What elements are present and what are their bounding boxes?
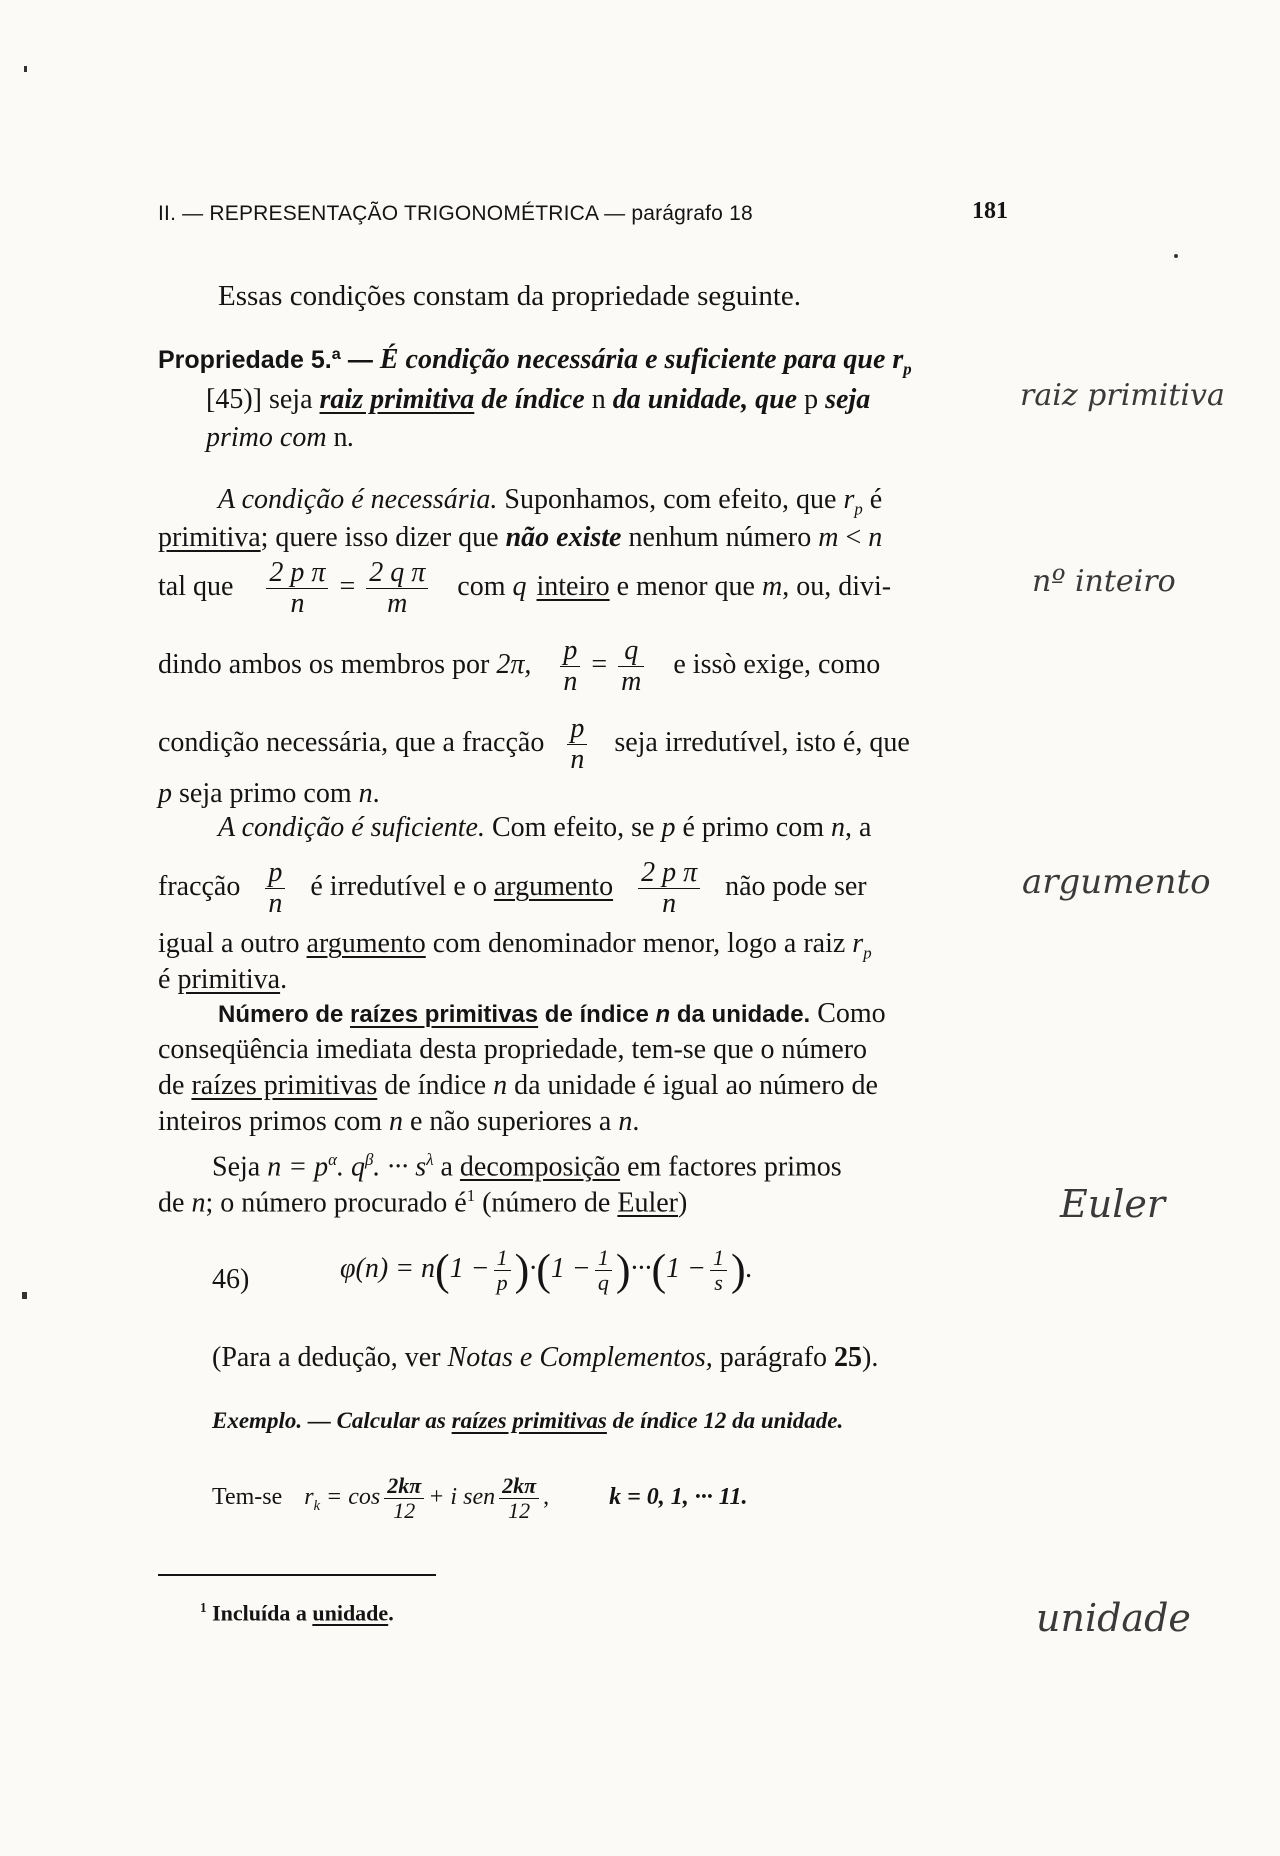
property-line-3: primo com n.	[206, 422, 355, 453]
scan-speck	[24, 66, 27, 72]
necessary-line-5: condição necessária, que a fracção $\frac{p}{n}$ seja irredutível, isto é, que	[158, 713, 910, 775]
scan-speck	[1174, 254, 1178, 258]
property-line-2: [45)] seja raiz primitiva de índice n da unidade, que p seja	[206, 384, 871, 415]
fraction-2q-pi-over-m: $\frac{\text{2 q π}}{m}$	[366, 558, 428, 619]
necessary-heading: A condição é necessária.	[218, 484, 498, 515]
fraction-1-over-p: $\frac{1}{p}$	[494, 1246, 511, 1295]
fraction-p-over-n-2: $\frac{p}{n}$	[567, 714, 587, 775]
sufficient-line-4: é primitiva.	[158, 964, 288, 995]
euler-line-1: Seja $n = p^\alpha$. $q^\beta$. ··· $s^\lambda$ a decomposição em factores primos	[212, 1150, 842, 1183]
necessary-line-4: dindo ambos os membros por 2π, $\frac{p}{n}$ = $\frac{q}{m}$ e issò exige, como	[158, 635, 881, 697]
scan-speck	[22, 1292, 27, 1299]
fraction-2k-pi-over-12: $\frac{2k\pi}{12}$	[384, 1474, 424, 1523]
fraction-2p-pi-over-n-2: $\frac{\text{2 p π}}{n}$	[638, 858, 700, 919]
fraction-p-over-n: $\frac{p}{n}$	[560, 636, 580, 697]
example-line: Exemplo. — Calcular as raízes primitivas de índice 12 da unidade.	[212, 1408, 844, 1433]
footnote-rule	[158, 1574, 436, 1576]
sufficient-line-3: igual a outro argumento com denominador menor, logo a raiz $r_p$	[158, 928, 872, 963]
count-line-1: Número de raízes primitivas de índice n da unidade. Como	[218, 998, 886, 1029]
formula-46: φ(n) = n(1 − $\frac{1}{p}$ )·(1 − $\frac{1}{q}$ )···(1 − $\frac{1}{s}$ ).	[340, 1245, 753, 1295]
necessary-line-1: A condição é necessária. Suponhamos, com efeito, que $r_p$ é	[218, 484, 883, 519]
property-line-1: Propriedade 5.ª — É condição necessária e suficiente para que $r_p$	[158, 344, 912, 379]
fraction-q-over-m: $\frac{q}{m}$	[618, 636, 644, 697]
property-text-1: É condição necessária e suficiente para que r	[379, 344, 904, 375]
footnote: $^1$ Incluída a unidade.	[200, 1600, 394, 1626]
fraction-1-over-s: $\frac{1}{s}$	[710, 1246, 727, 1295]
margin-note-argumento: argumento	[1022, 862, 1211, 902]
count-heading: Número de raízes primitivas de índice n da unidade.	[218, 1001, 811, 1028]
necessary-line-6: p seja primo com n.	[158, 778, 380, 809]
count-line-4: inteiros primos com n e não superiores a n.	[158, 1106, 640, 1137]
property-label: Propriedade 5.ª —	[158, 346, 373, 374]
page-number: 181	[972, 198, 1008, 224]
running-header	[158, 202, 753, 226]
count-line-2: conseqüência imediata desta propriedade, tem-se que o número	[158, 1034, 868, 1065]
fraction-p-over-n-3: $\frac{p}{n}$	[265, 858, 285, 919]
sufficient-heading: A condição é suficiente.	[218, 812, 485, 843]
necessary-line-3: tal que $\frac{\text{2 p π}}{n}$ = $\frac{\text{2 q π}}{m}$ com q inteiro e menor que m, ou, divi-	[158, 557, 892, 619]
notes-reference: (Para a dedução, ver Notas e Complementos, parágrafo 25).	[212, 1342, 879, 1373]
sufficient-line-1: A condição é suficiente. Com efeito, se p é primo com n, a	[218, 812, 872, 843]
margin-note-raiz-primitiva: raiz primitiva	[1020, 378, 1225, 413]
fraction-2k-pi-over-12-b: $\frac{2k\pi}{12}$	[499, 1474, 539, 1523]
euler-line-2: de n; o número procurado $é^1$ (número de Euler)	[158, 1186, 688, 1219]
tem-se-formula: Tem-se $r_k = \cos$ $\frac{2k\pi}{12}$ + i sen $\frac{2k\pi}{12}$ , k = 0, 1, ··· 11.	[212, 1473, 748, 1523]
formula-46-label: 46)	[212, 1264, 250, 1295]
sufficient-line-2: fracção $\frac{p}{n}$ é irredutível e o argumento $\frac{\text{2 p π}}{n}$ não pode ser	[158, 857, 867, 919]
margin-note-euler: Euler	[1060, 1182, 1166, 1226]
count-line-3: de raízes primitivas de índice n da unidade é igual ao número de	[158, 1070, 878, 1101]
margin-note-inteiro: nº inteiro	[1032, 564, 1176, 599]
fraction-1-over-q: $\frac{1}{q}$	[595, 1246, 612, 1295]
margin-note-unidade: unidade	[1036, 1596, 1191, 1640]
necessary-line-2: primitiva; quere isso dizer que não existe nenhum número m < n	[158, 522, 883, 553]
fraction-2p-pi-over-n: $\frac{\text{2 p π}}{n}$	[266, 558, 328, 619]
raiz-primitiva-underlined: raiz primitiva	[319, 384, 475, 415]
running-title: II. — REPRESENTAÇÃO TRIGONOMÉTRICA — parágrafo 18	[158, 202, 753, 225]
intro-line: Essas condições constam da propriedade seguinte.	[218, 280, 802, 312]
